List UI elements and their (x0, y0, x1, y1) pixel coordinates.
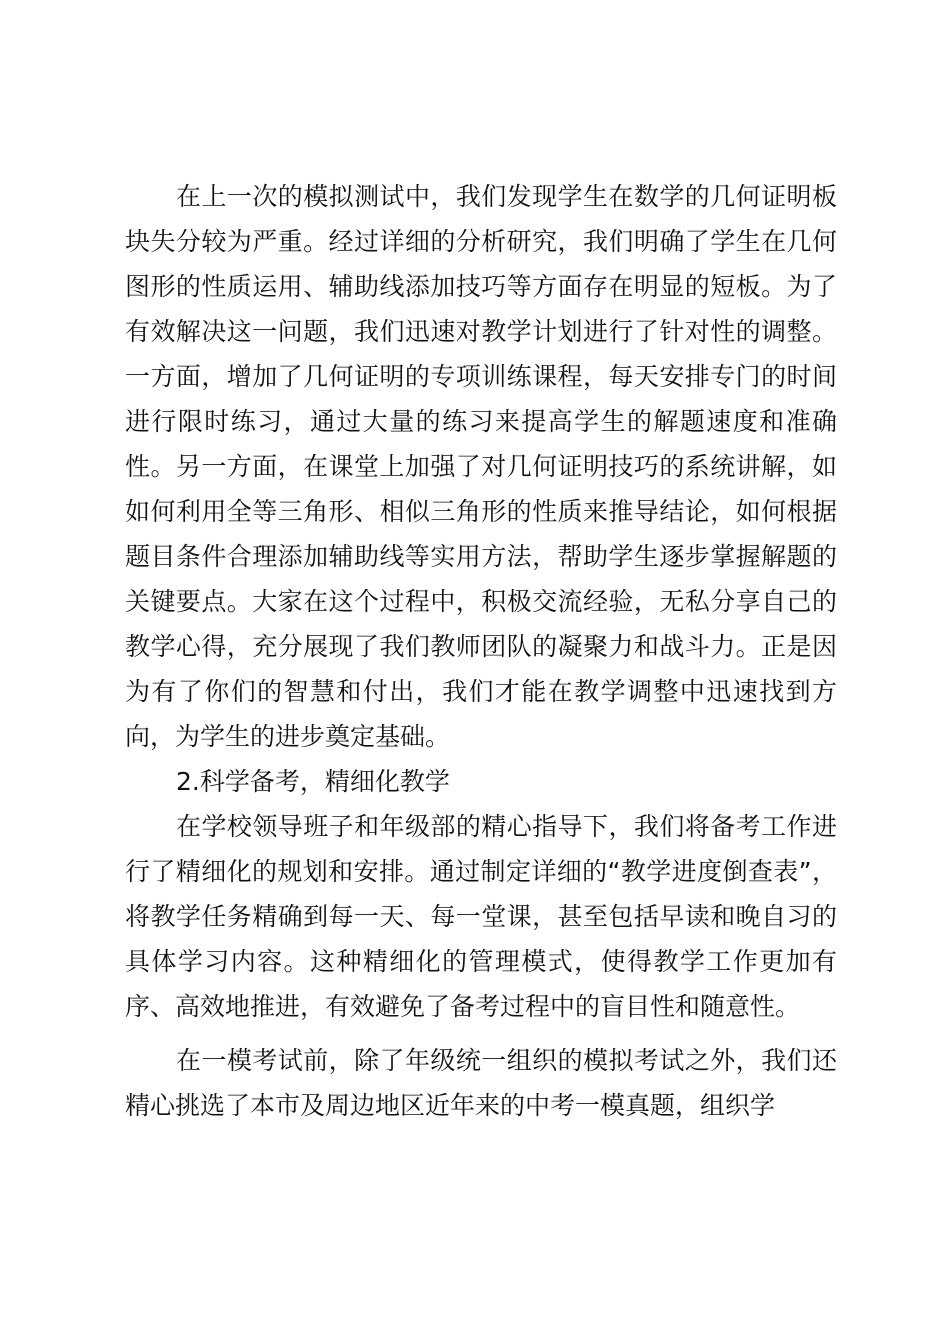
paragraph-geometry-adjustment: 在上一次的模拟测试中，我们发现学生在数学的几何证明板块失分较为严重。经过详细的分析研究，我们明确了学生在几何图形的性质运用、辅助线添加技巧等方面存在明显的短板。为了有效解决这一问题，我们迅速对教学计划进行了针对性的调整。一方面，增加了几何证明的专项训练课程，每天安排专门的时间进行限时练习，通过大量的练习来提高学生的解题速度和准确性。另一方面，在课堂上加强了对几何证明技巧的系统讲解，如如何利用全等三角形、相似三角形的性质来推导结论，如何根据题目条件合理添加辅助线等实用方法，帮助学生逐步掌握解题的关键要点。大家在这个过程中，积极交流经验，无私分享自己的教学心得，充分展现了我们教师团队的凝聚力和战斗力。正是因为有了你们的智慧和付出，我们才能在教学调整中迅速找到方向，为学生的进步奠定基础。 (125, 182, 837, 751)
paragraph-mock-exam: 在一模考试前，除了年级统一组织的模拟考试之外，我们还精心挑选了本市及周边地区近年来的中考一模真题，组织学 (125, 1046, 837, 1120)
document-body (125, 174, 837, 1128)
section-heading: 2.科学备考，精细化教学 (176, 767, 450, 796)
paragraph-refined-preparation: 在学校领导班子和年级部的精心指导下，我们将备考工作进行了精细化的规划和安排。通过制定详细的“教学进度倒查表”，将教学任务精确到每一天、每一堂课，甚至包括早读和晚自习的具体学习内容。这种精细化的管理模式，使得教学工作更加有序、高效地推进，有效避免了备考过程中的盲目性和随意性。 (125, 812, 837, 1021)
